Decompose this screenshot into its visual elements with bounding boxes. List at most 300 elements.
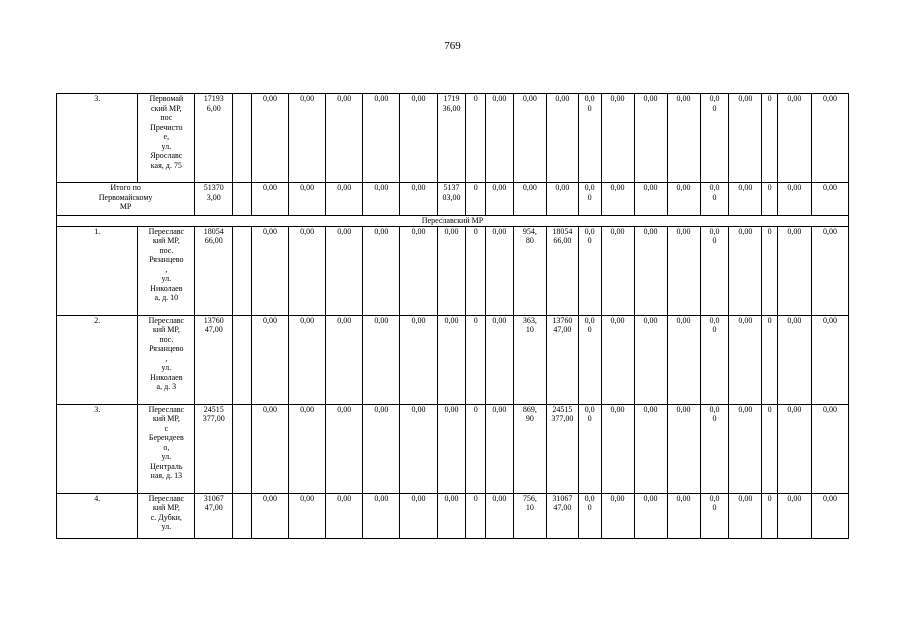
cell-line: а, д. 10 [154,293,179,302]
value-cell [700,404,729,493]
cell-line: кая, д. 75 [150,160,182,170]
value-cell [700,226,729,315]
value-cell [578,183,601,216]
value-cell [326,183,363,216]
value-cell [700,94,729,183]
value-cell [700,493,729,538]
cell-line: Пречисто [150,122,183,132]
empty-cell [233,315,252,404]
cell-line: 0,00 [610,226,625,236]
cell-line: 0,00 [492,404,507,414]
row-number: 4. [94,493,101,503]
value-cell [326,315,363,404]
cell-line: 0,0 [584,94,595,103]
total-cost-cell [195,404,233,493]
cell-line: 0 [587,414,592,423]
cell-line: 0,0 [709,94,720,103]
value-cell [667,404,700,493]
cell-line: 0 [767,404,772,414]
value-cell [700,315,729,404]
value-cell [400,315,437,404]
table-body [57,94,849,539]
cell-line: 0,00 [676,183,691,192]
empty-cell [233,226,252,315]
cell-line: 0,0 [584,315,595,325]
value-cell [326,94,363,183]
cell-line: 0,00 [374,226,389,236]
value-cell [601,493,634,538]
cell-line: 0,00 [738,183,753,192]
cell-line: 0,0 [584,493,595,503]
table-row [57,404,849,493]
cell-line: Рязанцево [149,344,184,353]
value-cell [729,315,762,404]
cell-line: 0,00 [610,94,625,103]
row-number-cell [57,493,138,538]
value-cell [400,493,437,538]
address-cell [138,226,195,315]
value-cell [601,183,634,216]
cell-line: 0 [712,414,717,423]
cell-line: кий МР, [152,503,180,512]
cell-line: 0,00 [643,493,658,503]
address-cell [138,493,195,538]
cell-line: пос. [159,334,174,344]
value-cell [546,315,578,404]
value-cell [466,183,486,216]
cell-line: , [165,264,168,274]
cell-line: 0 [767,493,772,503]
cell-line: 0 [712,325,717,334]
value-cell [513,94,546,183]
cell-line: Николаев [150,283,183,293]
cell-line: 0,00 [738,94,753,103]
value-cell [729,404,762,493]
value-cell [289,493,326,538]
row-number: 1. [94,226,101,236]
table-row [57,183,849,216]
cell-line: 31067 [203,493,224,503]
row-number-cell [57,226,138,315]
row-number: 2. [94,315,101,325]
cell-line: 0,00 [643,226,658,236]
cell-line: 47,00 [553,325,572,334]
cell-line: 24515 [203,404,224,414]
cell-line: ский МР, [151,103,182,113]
cell-line: 0 [587,192,592,202]
cell-line: 47,00 [204,325,223,334]
total-label-cell [57,183,195,216]
value-cell [634,315,667,404]
value-cell [601,226,634,315]
cell-line: е, [163,132,170,141]
value-cell [400,183,437,216]
cell-line: 0,00 [411,183,426,192]
cell-line: 0,00 [822,315,837,325]
cell-line: 0,00 [610,493,625,503]
value-cell [601,404,634,493]
value-cell [513,404,546,493]
cell-line: 869, [522,404,537,414]
cell-line: 0,00 [337,404,352,414]
cell-line: Итого по [110,183,141,192]
cell-line: 0 [767,226,772,236]
total-cost-cell [195,493,233,538]
value-cell [777,226,811,315]
cell-line: 377,00 [202,414,225,423]
value-cell [777,404,811,493]
value-cell [546,94,578,183]
value-cell [289,315,326,404]
value-cell [251,493,288,538]
value-cell [667,226,700,315]
cell-line: 0,00 [411,315,426,325]
table-row [57,493,849,538]
cell-line: 0,00 [444,493,459,503]
cell-line: 0,00 [300,183,315,192]
cell-line: 0,00 [444,226,459,236]
cell-line: 6,00 [206,103,221,113]
value-cell [400,404,437,493]
cell-line: 0,0 [709,404,720,414]
cell-line: пос [160,113,173,122]
cell-line: 10 [525,503,534,512]
cell-line: Рязанцево [149,255,184,264]
value-cell [546,183,578,216]
table-row [57,226,849,315]
cell-line: 51370 [203,183,224,192]
value-cell [667,493,700,538]
cell-line: 31067 [552,493,573,503]
value-cell [729,183,762,216]
value-cell [667,315,700,404]
cell-line: 0,00 [676,226,691,236]
value-cell [437,226,466,315]
cell-line: 0 [473,183,478,192]
cell-line: 0,00 [787,183,802,192]
value-cell [811,315,848,404]
cell-line: Централь [150,461,183,471]
cell-line: 0,0 [709,183,720,192]
page-number: 769 [444,40,461,52]
cell-line: 954, [522,226,537,236]
cell-line: 0,00 [374,493,389,503]
cell-line: 0 [712,192,717,202]
cell-line: 0,00 [676,493,691,503]
value-cell [251,404,288,493]
value-cell [700,183,729,216]
cell-line: 0,00 [676,404,691,414]
cell-line: Переславс [148,404,185,414]
cell-line: 0,00 [337,315,352,325]
cell-line: 0 [587,236,592,245]
value-cell [634,94,667,183]
cell-line: 0,00 [738,315,753,325]
cell-line: 0 [473,404,478,414]
value-cell [437,94,466,183]
value-cell [634,226,667,315]
cell-line: 47,00 [553,503,572,512]
cell-line: 3,00 [206,192,221,202]
cell-line: 0,00 [262,404,277,414]
value-cell [811,183,848,216]
cell-line: 0,00 [522,94,537,103]
value-cell [326,226,363,315]
cell-line: Ярославс [150,151,183,160]
cell-line: 0,00 [411,226,426,236]
value-cell [251,183,288,216]
value-cell [437,183,466,216]
cell-line: 0 [473,226,478,236]
table-row [57,94,849,183]
value-cell [326,404,363,493]
cell-line: ул. [161,522,172,531]
cell-line: 0,0 [584,404,595,414]
total-cost-cell [195,315,233,404]
cell-line: 0,00 [822,493,837,503]
cell-line: Переславс [148,493,185,503]
cell-line: Берендеев [148,433,184,442]
cell-line: 0,00 [337,94,352,103]
cell-line: Переславс [148,315,185,325]
value-cell [546,404,578,493]
cell-line: 756, [522,493,537,503]
cell-line: 0,0 [584,226,595,236]
cell-line: 03,00 [442,192,461,202]
value-cell [486,315,514,404]
cell-line: кий МР, [152,236,180,245]
cell-line: 0 [712,236,717,245]
cell-line: 0 [767,183,772,192]
cell-line: 0 [767,94,772,103]
value-cell [762,183,777,216]
value-cell [777,94,811,183]
cell-line: 18054 [552,226,573,236]
cell-line: 13760 [203,315,224,325]
cell-line: 0,00 [555,94,570,103]
cell-line: 0,00 [492,226,507,236]
cell-line: 0,00 [262,94,277,103]
cell-line: 0,00 [262,226,277,236]
value-cell [762,226,777,315]
value-cell [251,226,288,315]
cell-line: ная, д. 13 [150,471,183,480]
cell-line: ул. [161,141,172,151]
cell-line: 0,00 [411,94,426,103]
cell-line: 17193 [203,94,224,103]
value-cell [466,226,486,315]
empty-cell [233,404,252,493]
value-cell [762,493,777,538]
cell-line: 0,00 [374,315,389,325]
value-cell [634,493,667,538]
cell-line: 0,00 [300,226,315,236]
row-number: 3. [94,404,101,414]
cell-line: 0,00 [555,183,570,192]
value-cell [363,94,400,183]
cell-line: 0,00 [610,315,625,325]
row-number-cell [57,315,138,404]
value-cell [777,315,811,404]
value-cell [289,94,326,183]
cell-line: 0,00 [374,404,389,414]
cell-line: ул. [161,274,172,283]
empty-cell [233,94,252,183]
cell-line: 0,00 [444,315,459,325]
value-cell [546,493,578,538]
cell-line: 0,00 [444,404,459,414]
cell-line: 90 [525,414,534,423]
table-row [57,315,849,404]
value-cell [634,183,667,216]
cell-line: 0,00 [522,183,537,192]
value-cell [777,493,811,538]
cell-line: 0,00 [787,404,802,414]
cell-line: 0,00 [337,183,352,192]
cell-line: 0,00 [300,94,315,103]
cell-line: 0,00 [374,94,389,103]
cell-line: 13760 [552,315,573,325]
value-cell [811,493,848,538]
value-cell [437,493,466,538]
cell-line: 0,00 [492,315,507,325]
cell-line: 0,00 [643,183,658,192]
cell-line: 0,00 [822,404,837,414]
value-cell [486,94,514,183]
value-cell [251,315,288,404]
cell-line: с [164,423,169,433]
row-number-cell [57,94,138,183]
cell-line: 0,00 [822,226,837,236]
empty-cell [233,183,252,216]
cell-line: 0,00 [411,404,426,414]
value-cell [762,94,777,183]
cell-line: 0,00 [411,493,426,503]
cell-line: 0,00 [787,315,802,325]
value-cell [729,94,762,183]
cell-line: ул. [161,363,172,372]
cell-line: 0 [767,315,772,325]
value-cell [289,183,326,216]
cell-line: 0,00 [374,183,389,192]
value-cell [513,226,546,315]
cell-line: 0,00 [643,404,658,414]
cell-line: 0,0 [709,315,720,325]
value-cell [363,404,400,493]
value-cell [811,94,848,183]
cell-line: , [165,353,168,363]
cell-line: 0,00 [262,183,277,192]
cell-line: 0 [587,325,592,334]
cell-line: ул. [161,452,172,461]
value-cell [777,183,811,216]
value-cell [762,404,777,493]
cell-line: 0,00 [738,226,753,236]
cell-line: 0 [712,503,717,512]
cell-line: 363, [522,315,537,325]
value-cell [400,94,437,183]
cell-line: 0,00 [787,493,802,503]
cell-line: 0,00 [262,315,277,325]
value-cell [578,94,601,183]
value-cell [251,94,288,183]
value-cell [513,315,546,404]
cell-line: 0,0 [584,183,595,192]
cell-line: МР [119,202,132,211]
section-title: Переславский МР [57,216,849,227]
value-cell [601,315,634,404]
value-cell [811,404,848,493]
value-cell [289,226,326,315]
cell-line: 0,00 [610,183,625,192]
value-cell [667,183,700,216]
cell-line: 0 [587,503,592,512]
value-cell [486,183,514,216]
value-cell [363,493,400,538]
cell-line: 0,00 [738,493,753,503]
cell-line: 0 [473,94,478,103]
cell-line: 36,00 [442,103,461,113]
address-cell [138,94,195,183]
total-cost-cell [195,183,233,216]
value-cell [363,226,400,315]
value-cell [486,493,514,538]
cell-line: 80 [525,236,534,245]
cell-line: 24515 [552,404,573,414]
cell-line: 0 [473,315,478,325]
empty-cell [233,493,252,538]
address-cell [138,315,195,404]
value-cell [729,493,762,538]
cell-line: 10 [525,325,534,334]
value-cell [811,226,848,315]
cell-line: Переславс [148,226,185,236]
cell-line: о, [163,442,170,452]
cell-line: 66,00 [204,236,223,245]
cell-line: 0,00 [738,404,753,414]
value-cell [762,315,777,404]
cell-line: 0,00 [337,493,352,503]
cell-line: 0 [712,103,717,113]
address-cell [138,404,195,493]
value-cell [466,315,486,404]
value-cell [466,404,486,493]
cell-line: кий МР, [152,325,180,334]
cell-line: 18054 [203,226,224,236]
value-cell [363,183,400,216]
value-cell [400,226,437,315]
cell-line: 0,00 [300,493,315,503]
cell-line: 0 [473,493,478,503]
cell-line: 0 [587,103,592,113]
cell-line: 0,00 [492,183,507,192]
cell-line: с. Дубки, [150,512,182,522]
value-cell [546,226,578,315]
cell-line: Николаев [150,372,183,382]
value-cell [729,226,762,315]
value-cell [486,226,514,315]
value-cell [486,404,514,493]
value-cell [578,315,601,404]
cell-line: 0,0 [709,493,720,503]
cell-line: 0,00 [643,315,658,325]
data-table [56,93,849,539]
cell-line: 47,00 [204,503,223,512]
value-cell [513,493,546,538]
value-cell [634,404,667,493]
value-cell [667,94,700,183]
cell-line: 0,00 [262,493,277,503]
